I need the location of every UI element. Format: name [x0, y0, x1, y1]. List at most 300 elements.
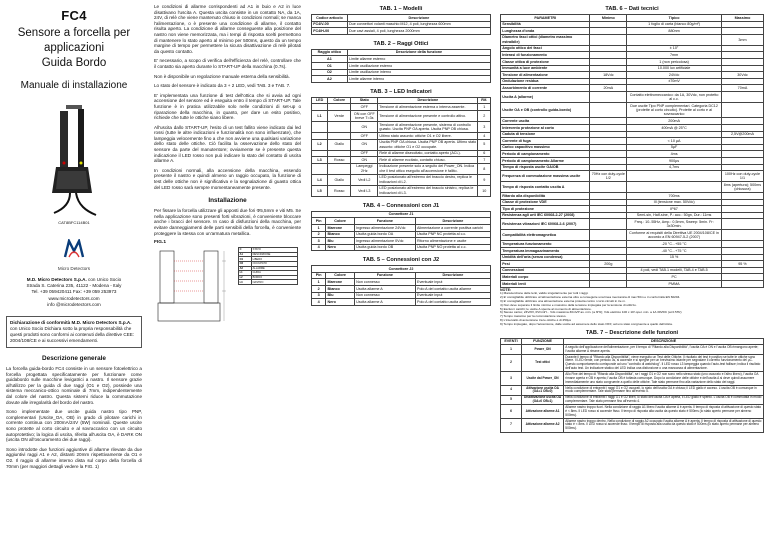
- table-row: [501, 419, 764, 433]
- table-row: [501, 267, 764, 274]
- table-cell: Due connettori volanti maschio M12, 4 poli, lunghezza 600mm: [347, 21, 490, 28]
- table-cell: OFF: [351, 150, 378, 157]
- table-cell: Test ottici: [522, 354, 564, 371]
- table-cell: Tensione di alimentazione esterna o interna assente.: [378, 104, 478, 111]
- table-cell: Periodo di campionamento: [501, 151, 590, 158]
- table-cell: L3: [312, 157, 328, 164]
- table-cell: [328, 132, 351, 139]
- table-cell: [328, 150, 351, 157]
- table-cell: Attivazione allarme A1: [522, 405, 564, 419]
- tab7-block: [500, 330, 764, 433]
- paragraph: E' implementata una funzione di test dell'ottica che si avvia ad ogni accensione del sensore ed è eseguita entro il tempo di START-UP. Tale funzione è in pratica utilizzabile solo nelle condizioni di set-up o riparazione della macchina, in quanto, per dare un esito positivo, richiede che tutte le ottiche siano libere.: [154, 92, 301, 121]
- table-cell: [590, 157, 627, 164]
- tab7-title: TAB. 7 – Descrizione delle funzioni: [585, 329, 679, 336]
- table-cell: Classe di protezione VDE: [501, 199, 590, 206]
- table-row: [312, 28, 491, 35]
- table-cell: Materiali lenti: [501, 281, 590, 288]
- table-cell: 8: [478, 163, 491, 174]
- table-row: [312, 157, 491, 164]
- table-cell: Resistenza vibrazioni IEC 60068-2-6 (2007): [501, 219, 590, 230]
- table-cell: LIBERO: [252, 257, 298, 262]
- table-row: [501, 219, 764, 230]
- table-cell: -20 °C...+55 °C: [627, 241, 722, 248]
- table-cell: Nero: [326, 244, 355, 251]
- table-cell: [328, 121, 351, 132]
- col-header: Codice articolo: [312, 15, 348, 22]
- table-cell: Ritorno alimentazione e uscite: [415, 238, 490, 245]
- table-cell: [590, 124, 627, 131]
- table-cell: PMMA: [627, 281, 722, 288]
- table-row: [501, 144, 764, 151]
- table-cell: Classe ottica di protezione: [501, 58, 590, 65]
- table-cell: A seguito dell'applicazione dell'alimentazione, per il tempo di "Ritardo alla Disponibilità", l'uscita OA è ON e l'uscita OB rimangono aperte; l'uscita allarme A rimane aperta.: [564, 345, 764, 355]
- table-cell: -40 °C...+75 °C: [627, 248, 722, 255]
- table-cell: OFF: [351, 104, 378, 111]
- table-cell: 700ms: [627, 193, 722, 200]
- table-cell: Due cavi assiali, 4 poli, lunghezza 2000mm: [347, 28, 490, 35]
- col-header: Minimo: [590, 15, 627, 22]
- table-cell: [721, 151, 763, 158]
- table-cell: [721, 118, 763, 125]
- col-header: Funzione: [354, 218, 415, 225]
- table-cell: Sensibilità: [501, 21, 590, 28]
- table-cell: [312, 104, 328, 111]
- led-table: [311, 97, 491, 197]
- table-cell: Immunità a luce ambiente: [501, 65, 590, 72]
- table-cell: OFF: [351, 132, 378, 139]
- table-cell: 4: [312, 244, 326, 251]
- table-row: [501, 182, 764, 193]
- table-cell: [590, 138, 627, 145]
- table-cell: 4: [501, 385, 522, 395]
- table-row: [501, 274, 764, 281]
- table-cell: 4: [478, 132, 491, 139]
- col-header: Rif.: [478, 97, 491, 104]
- table-cell: [721, 28, 763, 35]
- col-header: Pin: [312, 272, 326, 279]
- logo-text: Micro Detectors: [57, 266, 91, 271]
- table-cell: 30Vdc: [721, 72, 763, 79]
- table-row: [312, 244, 491, 251]
- table-cell: Blu: [326, 292, 355, 299]
- table-cell: Conforme ai requisiti della Direttiva UE 2004/108/CE in accordo a EN 60947-5-2 (2007): [627, 230, 722, 241]
- table-cell: O2: [239, 261, 252, 266]
- table-cell: Uscita PNP OA chiusa. Uscita PNP OB aperta. Ultimo stato assunto: ottiche O1 e O2 occupate.: [379, 140, 477, 149]
- table-row: [501, 164, 764, 171]
- table-cell: LED posizionato all'estremo del braccio sinistro, replica le indicazioni di L3.: [378, 185, 478, 196]
- table-cell: 95 %: [721, 261, 763, 268]
- table-cell: 900µs: [627, 157, 722, 164]
- tables-column: [308, 0, 494, 543]
- table-cell: A2: [239, 266, 252, 271]
- table-row: [312, 299, 491, 306]
- table-cell: Connessioni: [501, 267, 590, 274]
- tab3-title: TAB. 3 – LED Indicatori: [370, 88, 432, 95]
- table-cell: [590, 144, 627, 151]
- table-cell: ALLARME: [252, 266, 298, 271]
- table-cell: 100Hz con duty-cycle 1/1: [721, 171, 763, 182]
- table-cell: [627, 131, 722, 138]
- table-cell: ON con OFF breve T=3s: [351, 110, 378, 121]
- table-row: [239, 280, 298, 285]
- col-header: Descrizione: [415, 218, 490, 225]
- table-cell: Interasi di funzionamento: [501, 52, 590, 59]
- table-cell: [590, 212, 627, 219]
- table-cell: OCCUPATO: [252, 261, 298, 266]
- table-cell: Freq.: 10..55Hz, Amp.: 0,5mm, Sweep: 5min. Fr: 3x30min.: [627, 219, 722, 230]
- table-cell: NASTRO: [252, 280, 298, 285]
- paragraph: Sono introdotte due funzioni aggiuntive di allarme rilevate da due aggiuntivi raggi A1 e A2, distanti 20mm rispettivamente da O1 e O2. Il raggio di allarme interno dista sul corpo della forcella di 70mm (per maggiori dettagli vedere la FIG. 1): [6, 446, 142, 469]
- table-cell: O2: [312, 69, 348, 76]
- function-text: [154, 4, 301, 190]
- table-cell: BORDO: [252, 275, 298, 280]
- table-row: [501, 118, 764, 125]
- table-cell: [312, 121, 328, 132]
- table-cell: L1: [239, 271, 252, 276]
- subtitle-line: Sensore a forcella per: [17, 27, 131, 39]
- table-cell: [328, 104, 351, 111]
- note-line: 6) Stesso carico; 24V/0V, 0V/1mH... Vds massima 30mVP as. min. (a 3Hz); Vds elettrico 100 x 10³ oper. min. a 1A 30VDC (at 0.5Hz): [500, 310, 682, 315]
- paragraph: In condizioni normali, alla accensione della macchina, essendo presente il nastro e quindi almeno un raggio occupato, la funzione di test delle ottiche non è significativa e la segnalazione di guasto ottica del LED rosso sarà sempre momentaneamente presente.: [154, 167, 301, 190]
- table-row: [501, 230, 764, 241]
- table-cell: [590, 65, 627, 72]
- table-cell: 200mA: [627, 118, 722, 125]
- general-description-heading: Descrizione generale: [42, 355, 106, 363]
- table-cell: Non connesso: [354, 279, 415, 286]
- table-cell: 6: [501, 405, 522, 419]
- table-cell: [312, 132, 328, 139]
- connector-header: Connettore J2: [312, 266, 491, 273]
- company-website: www.microdetectors.com: [48, 295, 100, 301]
- tab2-title: TAB. 2 – Raggi Ottici: [373, 40, 429, 47]
- table-row: [501, 241, 764, 248]
- table-row: [312, 139, 491, 150]
- functions-table: [500, 338, 764, 433]
- col-header: LED: [312, 97, 328, 104]
- note-line: 7) Tempo massimo per la commutazione stesso.: [500, 314, 567, 319]
- table-cell: Giallo: [328, 139, 351, 150]
- table-row: [501, 385, 764, 395]
- table-cell: [590, 58, 627, 65]
- table-cell: [721, 241, 763, 248]
- note-line: 8) L'intervallo di accensione tra le ottiche è di 250µs: [500, 318, 571, 322]
- table-row: [501, 354, 764, 371]
- table-row: [501, 345, 764, 355]
- table-cell: Corrente di fuga: [501, 138, 590, 145]
- table-cell: 18Vdc: [590, 72, 627, 79]
- table-cell: 200g: [590, 261, 627, 268]
- table-cell: 15 %: [627, 254, 722, 261]
- table-cell: O1: [239, 257, 252, 262]
- table-cell: 6: [478, 150, 491, 157]
- tab2-block: [311, 41, 491, 83]
- table-cell: 7: [501, 419, 522, 433]
- table-cell: L1: [312, 110, 328, 121]
- table-cell: IP67: [627, 206, 722, 213]
- table-cell: [590, 199, 627, 206]
- table-cell: L4: [312, 174, 328, 185]
- table-cell: [721, 164, 763, 171]
- table-cell: Polo A del contatto uscita allarme: [415, 286, 490, 293]
- table-cell: 400mA @ 25°C: [627, 124, 722, 131]
- table-row: [312, 110, 491, 121]
- table-cell: ON: [351, 121, 378, 132]
- col-header: Colore: [326, 272, 355, 279]
- tab1-block: [311, 6, 491, 35]
- table-cell: Uscita A (allarme): [501, 91, 590, 102]
- table-row: [501, 261, 764, 268]
- table-cell: Bianco: [326, 231, 355, 238]
- table-cell: [590, 248, 627, 255]
- table-cell: Angolo ottico dei fasci: [501, 45, 590, 52]
- table-cell: [590, 193, 627, 200]
- table-cell: [590, 52, 627, 59]
- paragraph: Sono implementate due uscite guida nastro tipo PNP, complementari (Uscite_OA, OB) in grado di pilotare carichi in corrente continua con 200mA/24V (5W) nominali. Queste uscite sono protette al corto circuito e al sovraccarico con un circuito autoprotettivo; la logica di uscita, riferita all'uscita OA, è DARK ON (uscita ON all'oscuramento dei due raggi).: [6, 409, 142, 443]
- table-cell: 3: [312, 292, 326, 299]
- table-cell: [721, 193, 763, 200]
- table-row: [501, 281, 764, 288]
- fork-sensor-image: [26, 101, 122, 219]
- table-cell: Uscita allarme A: [354, 299, 415, 306]
- table-cell: ± 10°: [627, 45, 722, 52]
- col-header: Descrizione: [347, 15, 490, 22]
- table-cell: [721, 138, 763, 145]
- paragraph: E' necessario, a scopo di verifica dell'efficienza del relè, controllare che il contatto sia aperto durante lo START-UP della macchina (0.7s).: [154, 58, 301, 69]
- table-cell: Ritardo alla disponibilità: [501, 193, 590, 200]
- table-cell: [721, 248, 763, 255]
- table-row: [501, 124, 764, 131]
- note-line: 1) Manutenzione delle lenti, valido singolarmente per tutti i raggi.: [500, 291, 589, 296]
- cover-column: [0, 0, 148, 543]
- col-header: Massimo: [721, 15, 763, 22]
- table-cell: 9: [478, 174, 491, 185]
- sensor-photo: [26, 101, 122, 219]
- table-cell: 2: [478, 110, 491, 121]
- table-row: [312, 69, 491, 76]
- table-cell: [721, 52, 763, 59]
- table-cell: ON: [351, 139, 378, 150]
- technical-data-table: [500, 14, 764, 288]
- table-cell: [721, 144, 763, 151]
- table-cell: PC: [627, 274, 722, 281]
- table-cell: Indicazione presente solo a seguito del Power_ON. Indica che il test ottico eseguito all'accensione è fallito.: [378, 163, 478, 174]
- model-title: FC4: [61, 8, 87, 23]
- col-header: Colore: [326, 218, 355, 225]
- table-row: [501, 254, 764, 261]
- table-cell: [721, 78, 763, 85]
- col-header: Raggio ottico: [312, 49, 348, 56]
- manual-title: Manuale di installazione: [20, 80, 128, 91]
- table-cell: [721, 274, 763, 281]
- table-cell: Marrone: [326, 224, 355, 231]
- table-cell: [590, 267, 627, 274]
- table-cell: ±70mV: [627, 78, 722, 85]
- note-line: 9) Tempo impiegato, dopo l'accensione, dalle uscite ad assumere dello stato OFF; ad uno stato congruente a quello dell'ottica.: [500, 321, 673, 326]
- table-row: [501, 91, 764, 102]
- conformity-text: con Unico Socio Dichiara sotto la propria responsabilità che questi prodotti sono conformi ai contenuti della direttive CEE: 2004/108/CE e ai successivi emendamenti.: [10, 326, 135, 344]
- note-line: 2) E' consigliabile utilizzare un'alimentazione esterna oltre a conseguire una linea meccanica di max 50m e in conformità EN 60204.: [500, 295, 681, 300]
- table-cell: [590, 281, 627, 288]
- table-cell: Tensione di alimentazione: [501, 72, 590, 79]
- paragraph: La forcella guida-bordo FC4 consiste in un sensore fotoelettrico a forcella progettata specificatamente per funzionare come guidabordo sulle macchine levigatrici a nastro. Il sensore grazie all'utilizzo per la guida di due raggi (O1 e O2), possiede una sistema meccanico-ottico nominale di 7mm, indipendentemente dal colore del nastro. Questa sistemi riduce la commutazione dovute alle irregolarità del bordo del nastro.: [6, 366, 142, 405]
- table-cell: [721, 219, 763, 230]
- table-cell: Relè di allarme diseccitato, contatto aperto (ACL).: [378, 150, 478, 157]
- table-cell: Eventuale input: [415, 279, 490, 286]
- table-cell: [721, 206, 763, 213]
- table-cell: [312, 150, 328, 157]
- table-row: [501, 52, 764, 59]
- table-cell: [590, 274, 627, 281]
- table-cell: [721, 281, 763, 288]
- table-cell: Ondulazione residua: [501, 78, 590, 85]
- table-cell: [590, 164, 627, 171]
- col-header: Colore: [328, 97, 351, 104]
- table-cell: Due uscite Tipo PNP complementari. Categoria DC12 (protette al corto circuito). Protette al corto e al sovraccarico: [627, 102, 722, 117]
- table-cell: 3: [501, 372, 522, 386]
- company-email: info @microdetectors.com: [47, 301, 101, 307]
- table-cell: [721, 91, 763, 102]
- table-cell: FC4/V-00: [312, 21, 348, 28]
- paragraph: All'uscita dallo START-UP, l'esito di un test fallito viene indicato dai led rossi (tutte le altre indicazioni e funzionalità non sono influenzate), che lampeggia velocemente fino a che non avviene una qualsiasi variazione dello stato delle ottiche. Ciò facilita la osservazione dello stato del sensore da parte del manutentore; ovviamente se è presente questa indicazione il LED rosso non può indicare lo stato del contatto di uscita allarme A.: [154, 124, 301, 164]
- conformity-title: Dichiarazione di conformità M.D. Micro Detectors S.p.A.: [10, 320, 132, 326]
- table-cell: [590, 151, 627, 158]
- table-cell: Tensione di alimentazione presente, sistema di controllo guasto. Uscita PNP OA aperta. Uscita PNP OB chiusa.: [378, 121, 478, 132]
- table-cell: [312, 163, 328, 174]
- table-cell: Limite allarme interno: [347, 76, 490, 83]
- table-cell: DESCRIZIONE: [252, 252, 298, 257]
- col-header: Stato: [351, 97, 378, 104]
- installation-heading: Installazione: [208, 197, 247, 205]
- company-logo: [48, 239, 100, 271]
- tab6-block: [500, 6, 764, 327]
- table-row: [501, 45, 764, 52]
- figure-1: [154, 247, 301, 327]
- table-row: [501, 34, 764, 45]
- table-row: [501, 65, 764, 72]
- specs-column: [497, 0, 768, 543]
- table-cell: [721, 212, 763, 219]
- table-cell: 3: [478, 121, 491, 132]
- table-cell: Temperatura funzionamento: [501, 241, 590, 248]
- table-cell: 8ms (apertura); 500ms (chiusura): [721, 182, 763, 193]
- col-header: FUNZIONE: [522, 338, 564, 345]
- table-cell: 4,7ms: [627, 164, 722, 171]
- table-cell: Bianco: [326, 286, 355, 293]
- table-cell: 1: [478, 104, 491, 111]
- table-row: [312, 150, 491, 157]
- col-header: EVENTI: [501, 338, 522, 345]
- table-cell: < 10 µA: [627, 138, 722, 145]
- table-cell: Tipo di protezione: [501, 206, 590, 213]
- table-cell: Periodo di campionamento Allarme: [501, 157, 590, 164]
- table-row: [312, 163, 491, 174]
- table-cell: L3: [239, 280, 252, 285]
- table-cell: ON: [351, 157, 378, 164]
- table-cell: Limite allarme esterno: [347, 56, 490, 63]
- table-cell: 10.000 lux artificiale: [627, 65, 722, 72]
- photo-code: CAT8BFC114B01: [58, 220, 90, 225]
- col-header: Funzione: [354, 272, 415, 279]
- table-row: [501, 102, 764, 117]
- table-row: [312, 224, 491, 231]
- table-cell: Nella condizione di entrambi i raggi O1 e O2 oscurati, lo stato dell'uscita OA è chiusa; il LED giallo è acceso. L'uscita OB è comunque in modo complementare. Tale stato permane fino all'evento 5.: [564, 385, 764, 395]
- conformity-box: [6, 316, 142, 348]
- table-cell: Rosso: [328, 157, 351, 164]
- table-cell: [590, 206, 627, 213]
- table-cell: [721, 124, 763, 131]
- table-cell: Relè di allarme eccitato, contatto chiuso.: [378, 157, 478, 164]
- table-row: [312, 56, 491, 63]
- md-logo-icon: [63, 239, 85, 259]
- table-cell: Non connesso: [354, 292, 415, 299]
- table-cell: Uscita allarme A: [354, 286, 415, 293]
- connections-j1-table: [311, 211, 491, 252]
- table-cell: 2: [312, 286, 326, 293]
- table-cell: 2: [312, 231, 326, 238]
- table-row: [312, 279, 491, 286]
- table-cell: O1: [312, 62, 348, 69]
- table-cell: 4 poli, vedi TAB.1 modelli, TAB.4 e TAB.5: [627, 267, 722, 274]
- tab1-title: TAB. 1 – Modelli: [379, 6, 423, 12]
- table-cell: 5: [478, 139, 491, 150]
- table-cell: [590, 21, 627, 28]
- table-cell: Lunghezza d'onda: [501, 28, 590, 35]
- table-cell: Nero: [326, 299, 355, 306]
- figure-label: FIG.1: [154, 240, 166, 246]
- subtitle-line: Guida Bordo: [41, 57, 107, 69]
- table-row: [312, 286, 491, 293]
- table-cell: 2: [501, 354, 522, 371]
- table-row: [501, 138, 764, 145]
- table-cell: Caduta di tensione: [501, 131, 590, 138]
- company-address: Strada S. Caterina 235, 41122 - Modena - Italy: [26, 283, 122, 289]
- table-row: [501, 72, 764, 79]
- table-cell: FC4/H-00: [312, 28, 348, 35]
- table-cell: 1: [312, 224, 326, 231]
- table-cell: 4: [312, 299, 326, 306]
- table-cell: Marrone: [326, 279, 355, 286]
- table-row: [312, 185, 491, 196]
- paragraph: Le condizioni di allarme corrispondenti ad A1 in buio e A2 in luce disattivano l'uscita A. Questa uscita consiste in un contatto NA, da 1A, 24V, di relè che viene mantenuto chiuso in condizioni normali; se manca l'alimentazione, o è presente una condizione di allarme, il contatto risulta aperto. La condizione di allarme conseguente alla posizione del nastro non viene memorizzata, ma i tempi di risposta scelti permettono di mantenere lo stato aperto al minimo per 500ms, questo da un tempo margine di tempo per permettere la sicura disattivazione di relè pilotati da questo contatto.: [154, 4, 301, 54]
- table-cell: GUIDA: [252, 271, 298, 276]
- col-header: Descrizione: [378, 97, 478, 104]
- table-cell: 70mA: [721, 85, 763, 92]
- table-cell: III (tensione max. 50Vdc): [627, 199, 722, 206]
- table-cell: [590, 102, 627, 117]
- table-cell: 70Hz con duty-cycle 1/2: [591, 171, 625, 181]
- table-cell: 20mA: [590, 85, 627, 92]
- col-header: Descrizione: [415, 272, 490, 279]
- table-cell: Limite oscillazione esterno: [347, 62, 490, 69]
- table-cell: [590, 34, 627, 45]
- table-cell: A1: [312, 56, 348, 63]
- table-cell: Attivazione allarme A2: [522, 419, 564, 433]
- table-cell: Tempo di risposta contatto uscita A: [501, 182, 590, 193]
- table-cell: Allarme nastro troppo fuori. Nella condizione di raggio A1 libero l'uscita allarme A è aperta. Il tempo di risposta di attivazione di questo stato è < 8ms. Il LED rosso si accende fisso. Il tempo di risposta alla uscita da questo stato è 500ms (lo stato aperto permane per almeno 500ms).: [564, 405, 764, 419]
- table-row: [312, 292, 491, 299]
- table-cell: 7mm: [627, 52, 722, 59]
- table-row: [501, 131, 764, 138]
- table-cell: Pesi: [501, 261, 590, 268]
- table-cell: Compatibilità elettromagnetica: [501, 230, 590, 241]
- general-description-text: [6, 366, 142, 469]
- company-phone: Tel. +39 059420411 Fax: +39 059 253973: [31, 289, 117, 295]
- installation-text: [154, 208, 301, 236]
- tab4-title: TAB. 4 – Connessioni con J1: [362, 202, 440, 209]
- tab5-title: TAB. 5 – Connessioni con J2: [362, 257, 440, 264]
- table-cell: Uscite dal Power_ON: [522, 372, 564, 386]
- table-cell: [590, 131, 627, 138]
